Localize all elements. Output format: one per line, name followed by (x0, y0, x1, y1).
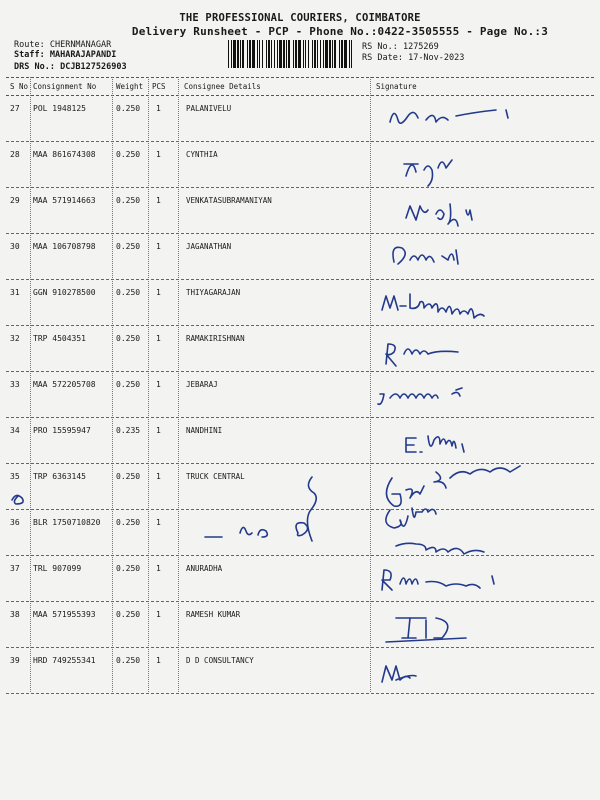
signature-stroke (382, 296, 398, 310)
col-header-signature: Signature (376, 82, 417, 91)
signature-stroke (426, 115, 448, 122)
cell-consignment-no: BLR 1750710820 (33, 518, 101, 527)
cell-weight: 0.250 (116, 242, 141, 251)
signature-image (376, 514, 596, 554)
signature-stroke (410, 255, 434, 262)
signature-image (376, 376, 596, 416)
cell-weight: 0.250 (116, 472, 141, 481)
signature-stroke (406, 438, 416, 452)
cell-sno: 31 (10, 288, 20, 297)
signature-stroke (406, 165, 416, 176)
route-value: CHERNMANAGAR (49, 40, 112, 50)
cell-consignee: JEBARAJ (186, 380, 218, 389)
cell-sno: 34 (10, 426, 20, 435)
signature-stroke (424, 166, 433, 186)
barcode-image (228, 40, 354, 68)
cell-consignee: ANURADHA (186, 564, 223, 573)
signature-stroke (434, 472, 446, 488)
barcode-bar (351, 40, 352, 68)
rs-date-line: RS Date: 17-Nov-2023 (362, 53, 465, 63)
cell-weight: 0.250 (116, 104, 141, 113)
col-header-consignment: Consignment No (33, 82, 97, 91)
col-header-pcs: PCS (152, 82, 166, 91)
cell-pcs: 1 (156, 150, 161, 159)
signature-stroke (426, 582, 480, 589)
barcode-bar (341, 40, 343, 68)
signature-stroke (406, 486, 424, 498)
cell-consignee: RAMESH KUMAR (186, 610, 241, 619)
barcode-bar (288, 40, 290, 68)
signature-image (376, 330, 596, 370)
barcode-bar (349, 40, 350, 68)
signature-stroke (462, 444, 464, 452)
handwritten-scribble (200, 475, 330, 555)
cell-pcs: 1 (156, 426, 161, 435)
cell-pcs: 1 (156, 380, 161, 389)
cell-sno: 27 (10, 104, 20, 113)
signature-image (376, 284, 596, 324)
barcode-bar (320, 40, 321, 68)
drs-line: DRS No.: DCJB127526903 (14, 62, 127, 72)
cell-consignee: CYNTHIA (186, 150, 218, 159)
rs-no-value: 1275269 (402, 42, 439, 52)
cell-sno: 33 (10, 380, 20, 389)
signature-stroke (404, 349, 458, 354)
signature-stroke (382, 570, 392, 590)
barcode-bar (283, 40, 285, 68)
barcode-bar (262, 40, 263, 68)
cell-sno: 32 (10, 334, 20, 343)
signature-stroke (452, 392, 460, 396)
signature-stroke (466, 210, 472, 220)
signature-stroke (456, 388, 462, 390)
runsheet-subtitle: Delivery Runsheet - PCP - Phone No.:0422-3505555 - Page No.:3 (131, 25, 549, 38)
signature-stroke (428, 436, 456, 448)
drs-value: DCJB127526903 (60, 62, 127, 72)
col-header-weight: Weight (116, 82, 144, 91)
cell-sno: 29 (10, 196, 20, 205)
cell-consignment-no: MAA 571955393 (33, 610, 96, 619)
cell-weight: 0.250 (116, 334, 141, 343)
table-row (6, 234, 594, 280)
cell-consignee: JAGANATHAN (186, 242, 232, 251)
cell-consignee: D D CONSULTANCY (186, 656, 254, 665)
signature-stroke (406, 206, 428, 220)
barcode-bar (257, 40, 258, 68)
signature-image (376, 606, 596, 646)
cell-consignee: VENKATASUBRAMANIYAN (186, 196, 272, 205)
barcode-bar (242, 40, 244, 68)
barcode-bar (228, 40, 229, 68)
barcode-bar (344, 40, 347, 68)
table-row (6, 418, 594, 464)
signature-image (376, 422, 596, 462)
cell-sno: 28 (10, 150, 20, 159)
cell-consignment-no: HRD 749255341 (33, 656, 96, 665)
barcode-bar (308, 40, 309, 68)
cell-weight: 0.235 (116, 426, 141, 435)
cell-consignee: RAMAKIRISHNAN (186, 334, 245, 343)
barcode-bar (286, 40, 287, 68)
signature-stroke (393, 247, 405, 264)
signature-stroke (412, 508, 436, 517)
cell-consignment-no: TRP 6363145 (33, 472, 86, 481)
cell-weight: 0.250 (116, 150, 141, 159)
signature-stroke (390, 112, 418, 123)
barcode-bar (334, 40, 336, 68)
cell-sno: 38 (10, 610, 20, 619)
signature-stroke (396, 543, 484, 554)
barcode-bar (237, 40, 239, 68)
cell-pcs: 1 (156, 196, 161, 205)
cell-consignment-no: TRP 4504351 (33, 334, 86, 343)
signature-stroke (410, 294, 484, 318)
barcode-bar (312, 40, 313, 68)
table-row (6, 556, 594, 602)
cell-sno: 30 (10, 242, 20, 251)
signature-stroke (378, 394, 384, 404)
signature-stroke (506, 110, 508, 118)
barcode-bar (303, 40, 304, 68)
barcode-bar (277, 40, 278, 68)
signature-stroke (400, 578, 418, 584)
cell-pcs: 1 (156, 564, 161, 573)
signature-image (376, 192, 596, 232)
table-row (6, 142, 594, 188)
table-row (6, 188, 594, 234)
barcode-bar (305, 40, 306, 68)
cell-weight: 0.250 (116, 564, 141, 573)
header-top-rule (6, 77, 594, 78)
rs-no-line: RS No.: 1275269 (362, 42, 439, 52)
signature-stroke (448, 204, 458, 226)
cell-sno: 36 (10, 518, 20, 527)
barcode-bar (274, 40, 275, 68)
signature-stroke (436, 210, 444, 219)
staff-value: MAHARAJAPANDI (49, 50, 117, 60)
barcode-bar (249, 40, 251, 68)
company-title: THE PROFESSIONAL COURIERS, COIMBATORE (179, 12, 421, 24)
barcode-bar (295, 40, 297, 68)
cell-consignee: THIYAGARAJAN (186, 288, 241, 297)
table-row (6, 372, 594, 418)
barcode-bar (266, 40, 267, 68)
barcode-bar (323, 40, 324, 68)
signature-image (376, 468, 596, 508)
signature-stroke (456, 110, 496, 116)
cell-pcs: 1 (156, 334, 161, 343)
barcode-bar (298, 40, 301, 68)
cell-pcs: 1 (156, 472, 161, 481)
cell-sno: 35 (10, 472, 20, 481)
signature-stroke (438, 160, 452, 168)
row-separator (6, 693, 594, 694)
barcode-bar (231, 40, 232, 68)
signature-stroke (442, 254, 454, 260)
cell-pcs: 1 (156, 288, 161, 297)
signature-stroke (386, 510, 408, 528)
cell-weight: 0.250 (116, 196, 141, 205)
barcode-bar (271, 40, 272, 68)
barcode-bar (317, 40, 318, 68)
signature-stroke (492, 576, 494, 584)
cell-pcs: 1 (156, 242, 161, 251)
signature-image (376, 146, 596, 186)
cell-pcs: 1 (156, 518, 161, 527)
barcode-bar (268, 40, 270, 68)
cell-pcs: 1 (156, 610, 161, 619)
barcode-bar (332, 40, 333, 68)
cell-consignment-no: MAA 571914663 (33, 196, 96, 205)
barcode-bar (314, 40, 316, 68)
table-row (6, 648, 594, 694)
cell-pcs: 1 (156, 104, 161, 113)
cell-sno: 37 (10, 564, 20, 573)
cell-consignment-no: MAA 106708798 (33, 242, 96, 251)
table-row (6, 326, 594, 372)
cell-consignee: TRUCK CENTRAL (186, 472, 245, 481)
cell-weight: 0.250 (116, 288, 141, 297)
route-line: Route: CHERNMANAGAR (14, 40, 112, 50)
barcode-bar (325, 40, 328, 68)
cell-weight: 0.250 (116, 380, 141, 389)
cell-consignment-no: PRO 15595947 (33, 426, 91, 435)
signature-stroke (434, 618, 448, 638)
cell-consignee: NANDHINI (186, 426, 223, 435)
barcode-bar (329, 40, 331, 68)
table-row (6, 96, 594, 142)
cell-consignment-no: MAA 572205708 (33, 380, 96, 389)
cell-weight: 0.250 (116, 610, 141, 619)
barcode-bar (247, 40, 248, 68)
signature-image (376, 560, 596, 600)
barcode-bar (240, 40, 241, 68)
col-header-sno: S No (10, 82, 29, 91)
rs-date-value: 17-Nov-2023 (408, 53, 465, 63)
barcode-bar (233, 40, 236, 68)
cell-sno: 39 (10, 656, 20, 665)
cell-pcs: 1 (156, 656, 161, 665)
signature-image (376, 652, 596, 692)
table-row (6, 280, 594, 326)
signature-image (376, 238, 596, 278)
signature-stroke (386, 344, 396, 366)
signature-stroke (386, 478, 401, 506)
barcode-bar (339, 40, 340, 68)
signature-stroke (456, 250, 458, 264)
cell-weight: 0.250 (116, 656, 141, 665)
cell-consignment-no: GGN 910278500 (33, 288, 96, 297)
handwritten-mark (8, 490, 32, 510)
barcode-bar (252, 40, 255, 68)
cell-consignee: PALANIVELU (186, 104, 232, 113)
table-row (6, 602, 594, 648)
barcode-bar (293, 40, 294, 68)
barcode-bar (279, 40, 282, 68)
staff-line: Staff: MAHARAJAPANDI (14, 50, 117, 60)
signature-stroke (450, 466, 520, 478)
cell-consignment-no: TRL 907099 (33, 564, 82, 573)
signature-stroke (402, 618, 416, 638)
barcode-bar (259, 40, 260, 68)
signature-image (376, 100, 596, 140)
cell-consignment-no: POL 1948125 (33, 104, 86, 113)
signature-stroke (390, 394, 438, 398)
cell-weight: 0.250 (116, 518, 141, 527)
cell-consignment-no: MAA 861674308 (33, 150, 96, 159)
col-header-consignee: Consignee Details (184, 82, 261, 91)
